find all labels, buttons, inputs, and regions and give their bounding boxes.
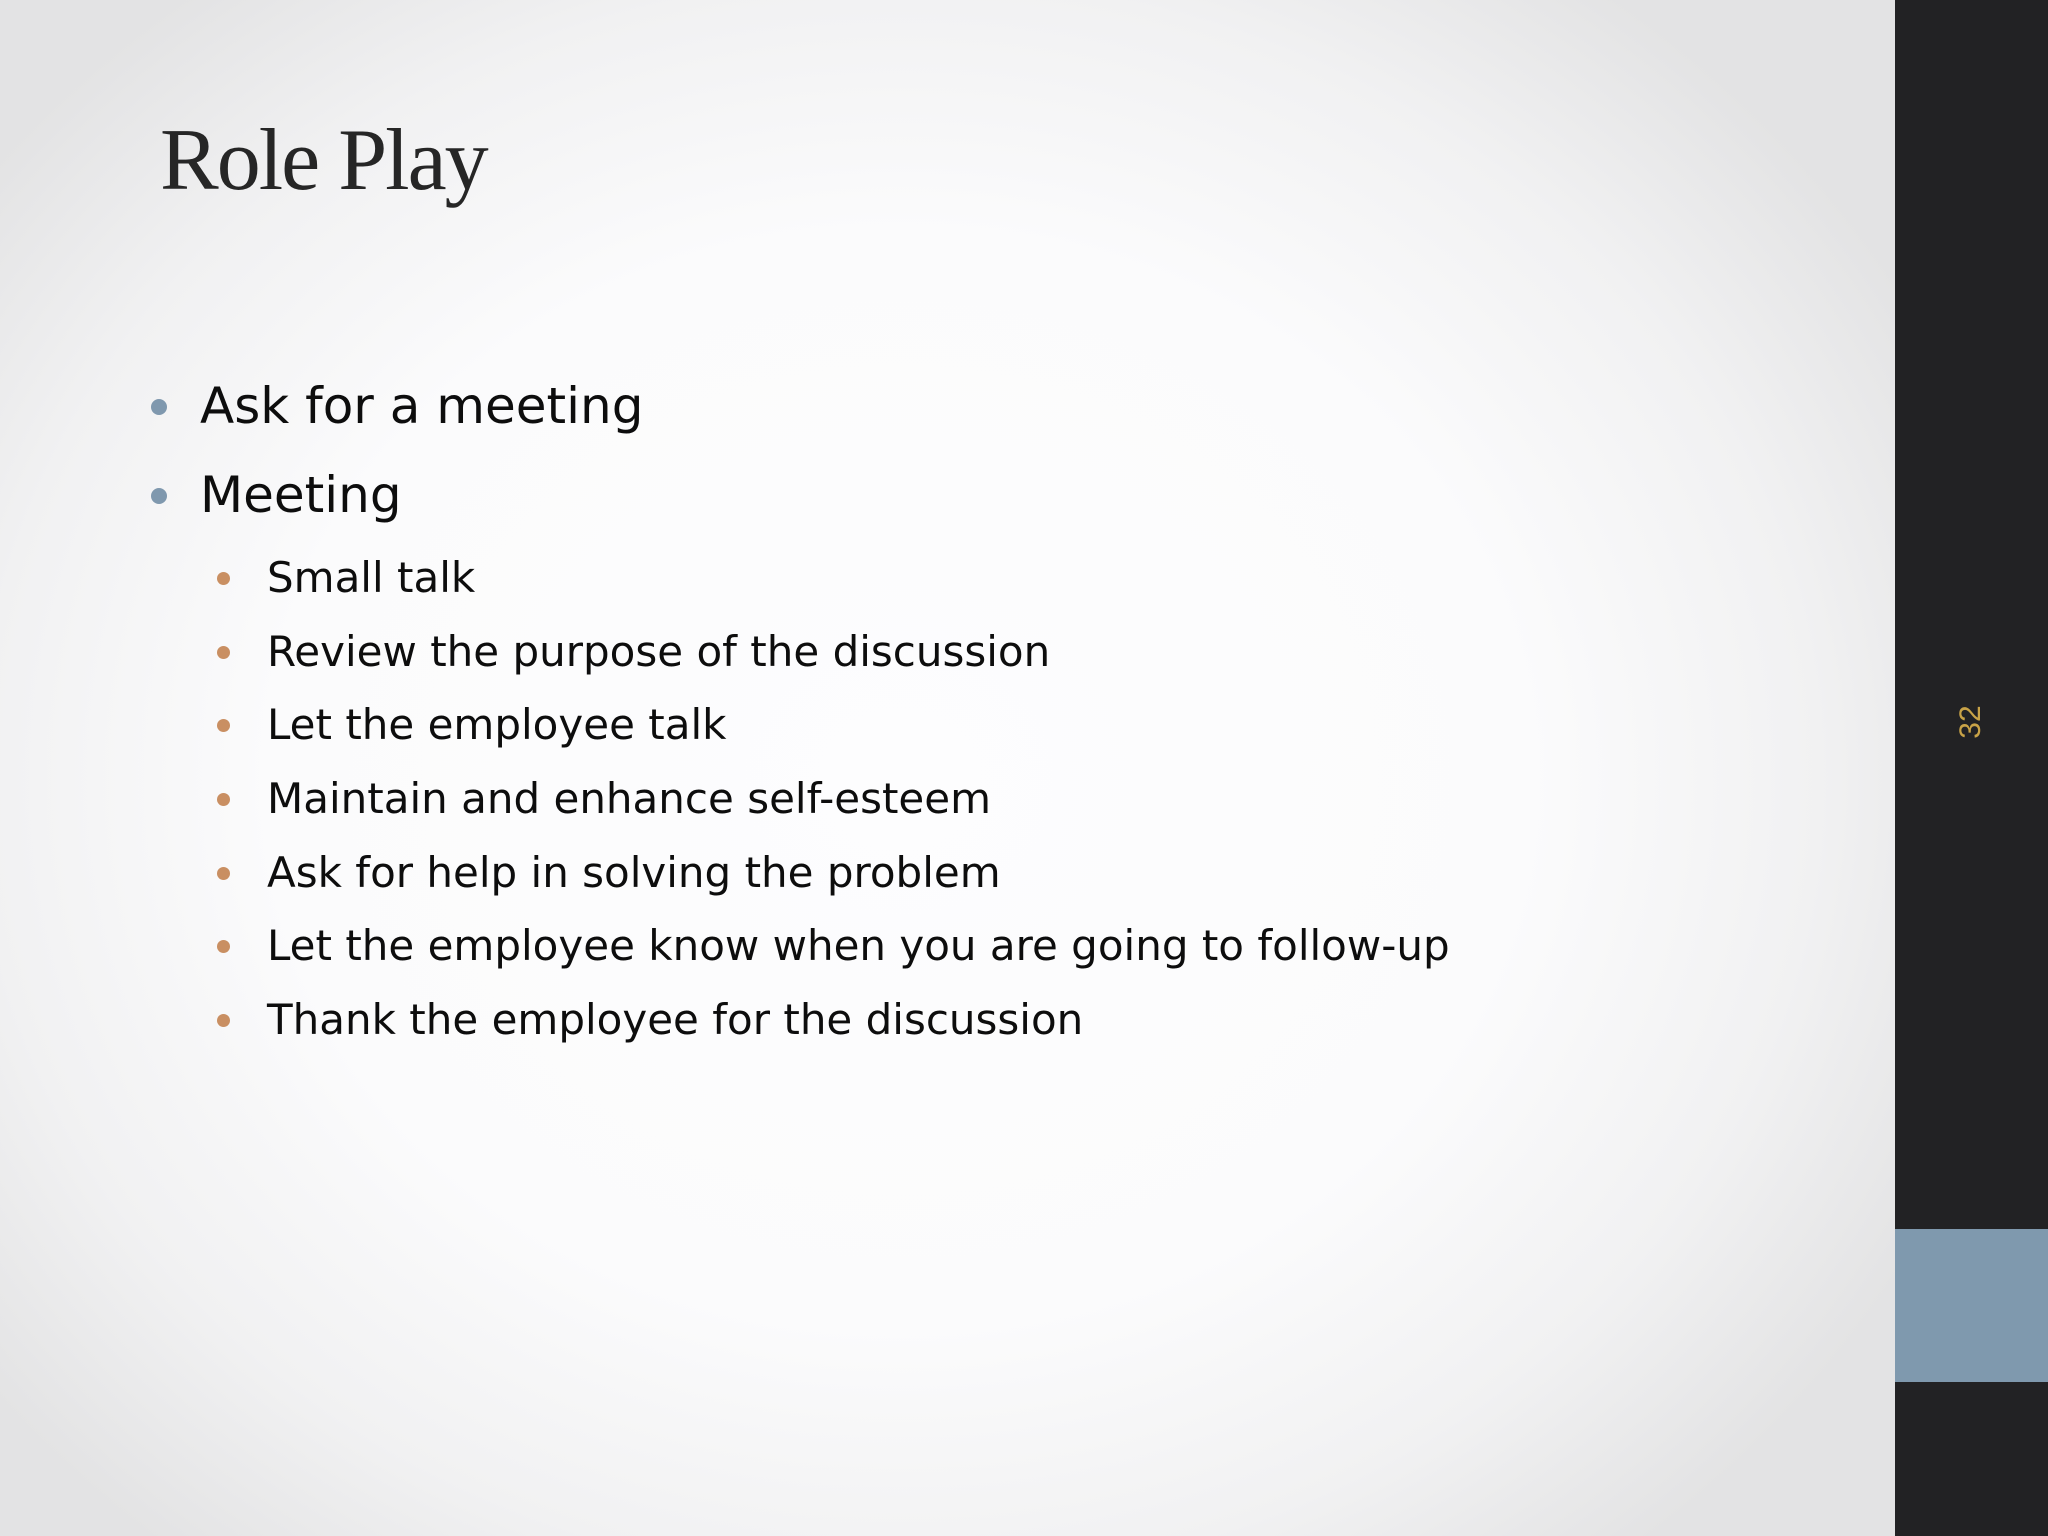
sub-bullet-item-self-esteem <box>267 773 991 825</box>
sub-bullet-text: Ask for help in solving the problem <box>267 848 1001 897</box>
sub-bullet-text: Small talk <box>267 553 476 602</box>
right-sidebar <box>1895 0 2048 1536</box>
sub-bullet-item-thank-employee <box>267 994 1083 1046</box>
sub-bullet-text: Maintain and enhance self-esteem <box>267 774 992 823</box>
sub-bullet-item-small-talk <box>267 552 475 604</box>
sidebar-accent-block <box>1895 1229 2048 1382</box>
bullet-dot-icon <box>151 488 167 504</box>
sub-bullet-dot-icon <box>217 572 230 585</box>
slide-number: 32 <box>1954 705 1987 739</box>
sub-bullet-dot-icon <box>217 940 230 953</box>
sub-bullet-dot-icon <box>217 867 230 880</box>
sub-bullet-dot-icon <box>217 1014 230 1027</box>
sub-bullet-item-employee-talk <box>267 699 726 751</box>
sub-bullet-text: Review the purpose of the discussion <box>267 627 1051 676</box>
bullet-text: Ask for a meeting <box>200 377 644 435</box>
sub-bullet-text: Thank the employee for the discussion <box>267 995 1084 1044</box>
bullet-text: Meeting <box>200 466 402 524</box>
sub-bullet-dot-icon <box>217 719 230 732</box>
sub-bullet-dot-icon <box>217 646 230 659</box>
sub-bullet-text: Let the employee know when you are going to follow-up <box>267 921 1450 970</box>
slide-title: Role Play <box>160 112 487 209</box>
bullet-dot-icon <box>151 399 167 415</box>
sub-bullet-dot-icon <box>217 793 230 806</box>
bullet-item-ask-for-meeting <box>200 376 643 436</box>
bullet-item-meeting <box>200 465 402 525</box>
sub-bullet-item-ask-for-help <box>267 847 1001 899</box>
sub-bullet-text: Let the employee talk <box>267 700 727 749</box>
sub-bullet-item-review-purpose <box>267 626 1050 678</box>
sub-bullet-item-follow-up <box>267 920 1450 972</box>
